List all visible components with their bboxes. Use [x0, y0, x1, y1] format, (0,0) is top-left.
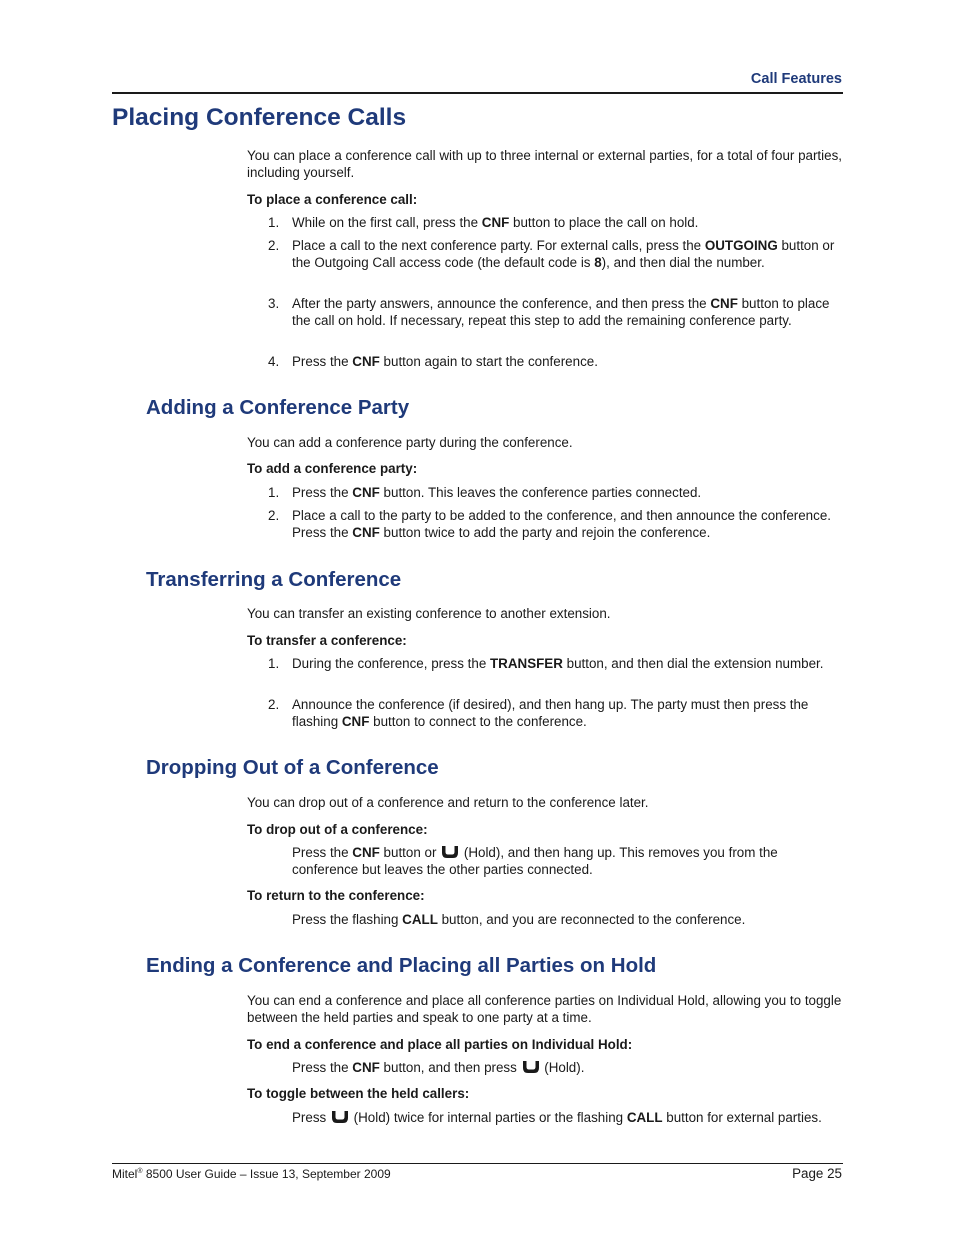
intro-adding: You can add a conference party during the conference.	[247, 435, 573, 450]
step-placing-1: 1. While on the first call, press the CNF button to place the call on hold.	[268, 215, 699, 230]
section-title-placing: Placing Conference Calls	[112, 104, 407, 131]
section-title-dropping: Dropping Out of a Conference	[146, 756, 439, 779]
step-placing-3: 3. After the party answers, announce the conference, and then press the CNF button to place the call on hold. If necessary, repeat this step to add the remaining conference party.	[268, 296, 830, 328]
text-drop-out: Press the CNF button or (Hold), and then hang up. This removes you from the conference but leaves the other parties connected.	[292, 845, 778, 877]
intro-transferring: You can transfer an existing conference to another extension.	[247, 606, 611, 621]
text-toggle: Press (Hold) twice for internal parties or the flashing CALL button for external parties.	[292, 1110, 822, 1125]
step-placing-4: 4. Press the CNF button again to start the conference.	[268, 354, 598, 369]
hold-icon	[331, 1110, 349, 1124]
section-title-ending: Ending a Conference and Placing all Parties on Hold	[146, 954, 657, 977]
running-head: Call Features	[750, 71, 842, 87]
intro-placing: You can place a conference call with up to three internal or external parties, for a total of four parties, including yourself.	[247, 148, 842, 180]
procedure-adding: To add a conference party:	[247, 461, 418, 476]
text-end-hold: Press the CNF button, and then press (Hold).	[292, 1060, 585, 1075]
hold-icon	[522, 1060, 540, 1074]
intro-dropping: You can drop out of a conference and return to the conference later.	[247, 795, 649, 810]
procedure-placing: To place a conference call:	[247, 192, 418, 207]
procedure-transferring: To transfer a conference:	[247, 633, 407, 648]
step-adding-1: 1. Press the CNF button. This leaves the conference parties connected.	[268, 485, 702, 500]
intro-ending: You can end a conference and place all conference parties on Individual Hold, allowing you to toggle between the held parties and speak to one party at a time.	[247, 993, 842, 1025]
section-title-transferring: Transferring a Conference	[146, 568, 402, 591]
step-placing-2: 2. Place a call to the next conference party. For external calls, press the OUTGOING button or the Outgoing Call access code (the default code is 8), and then dial the number.	[268, 238, 835, 270]
step-adding-2: 2. Place a call to the party to be added to the conference, and then announce the conference. Press the CNF button twice to add the party and rejoin the conference.	[268, 508, 831, 540]
page-number: Page 25	[792, 1166, 842, 1181]
hold-icon	[441, 845, 459, 859]
footer-title: Mitel® 8500 User Guide – Issue 13, September 2009	[112, 1167, 391, 1181]
section-title-adding: Adding a Conference Party	[146, 396, 410, 419]
step-transferring-2: 2. Announce the conference (if desired), and then hang up. The party must then press the flashing CNF button to connect to the conference.	[268, 697, 809, 729]
header-rule	[112, 92, 843, 94]
step-transferring-1: 1. During the conference, press the TRANSFER button, and then dial the extension number.	[268, 656, 824, 671]
procedure-return: To return to the conference:	[247, 888, 425, 903]
procedure-toggle: To toggle between the held callers:	[247, 1086, 470, 1101]
text-return: Press the flashing CALL button, and you are reconnected to the conference.	[292, 912, 746, 927]
procedure-end-hold: To end a conference and place all parties on Individual Hold:	[247, 1037, 633, 1052]
footer-rule	[112, 1163, 843, 1164]
procedure-drop-out: To drop out of a conference:	[247, 822, 428, 837]
